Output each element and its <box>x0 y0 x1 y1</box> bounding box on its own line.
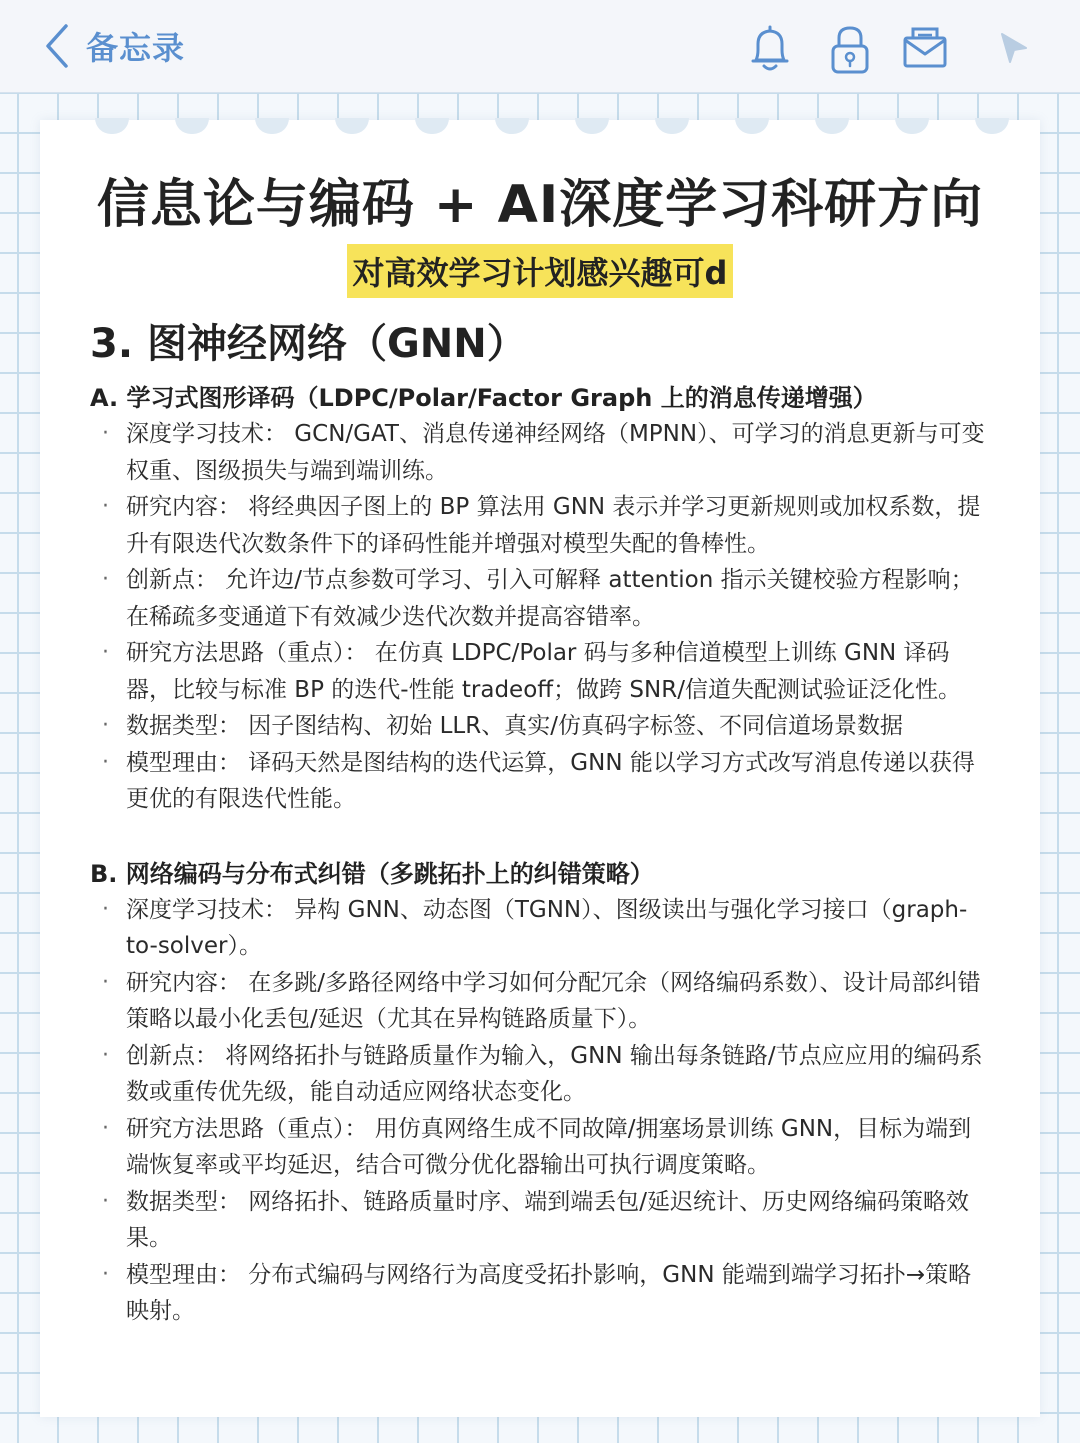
paper-holes <box>40 118 1040 134</box>
note-title: 信息论与编码 + AI深度学习科研方向 <box>96 175 984 235</box>
list-item: · 数据类型： 因子图结构、初始 LLR、真实/仿真码字标签、不同信道场景数据 <box>102 713 903 739</box>
list-item: · 研究内容： 在多跳/多路径网络中学习如何分配冗余（网络编码系数）、设计局部纠错策略以最小化丢包/延迟（尤其在异构链路质量下）。 <box>102 969 981 1032</box>
subtitle-wrap <box>40 244 1040 298</box>
chevron-left-icon <box>42 22 72 70</box>
list-item: · 创新点： 允许边/节点参数可学习、引入可解释 attention 指示关键校验方程影响；在稀疏多变通道下有效减少迭代次数并提高容错率。 <box>102 567 974 630</box>
mail-icon[interactable] <box>900 24 950 72</box>
top-bar <box>0 0 1080 93</box>
note-content <box>90 316 990 1330</box>
part-b-heading: B. 网络编码与分布式纠错（多跳拓扑上的纠错策略） <box>90 859 654 888</box>
list-item: · 数据类型： 网络拓扑、链路质量时序、端到端丢包/延迟统计、历史网络编码策略效果。 <box>102 1188 970 1251</box>
list-item: · 创新点： 将网络拓扑与链路质量作为输入，GNN 输出每条链路/节点应应用的编码系数或重传优先级，能自动适应网络状态变化。 <box>102 1042 983 1105</box>
list-item: · 研究内容： 将经典因子图上的 BP 算法用 GNN 表示并学习更新规则或加权系数，提升有限迭代次数条件下的译码性能并增强对模型失配的鲁棒性。 <box>102 494 981 557</box>
lock-icon[interactable] <box>828 24 872 76</box>
part-a-heading: A. 学习式图形译码（LDPC/Polar/Factor Graph 上的消息传递增强） <box>90 384 877 412</box>
note-subtitle: 对高效学习计划感兴趣可d <box>347 244 734 298</box>
send-icon[interactable] <box>998 30 1030 66</box>
list-item: · 研究方法思路（重点）： 在仿真 LDPC/Polar 码与多种信道模型上训练 GNN 译码器，比较与标准 BP 的迭代-性能 tradeoff；做跨 SNR/信道失配测试验证泛化性。 <box>102 640 961 703</box>
list-item: · 模型理由： 分布式编码与网络行为高度受拓扑影响，GNN 能端到端学习拓扑→策略映射。 <box>102 1261 972 1324</box>
part-a-list <box>90 416 990 818</box>
back-button[interactable] <box>42 22 185 70</box>
bell-icon[interactable] <box>748 24 792 74</box>
list-item: · 深度学习技术： 异构 GNN、动态图（TGNN）、图级读出与强化学习接口（graph-to-solver）。 <box>102 896 968 959</box>
part-b-list <box>90 892 990 1330</box>
section-title: 3. 图神经网络（GNN） <box>90 321 527 367</box>
back-label: 备忘录 <box>86 29 186 67</box>
list-item: · 研究方法思路（重点）： 用仿真网络生成不同故障/拥塞场景训练 GNN，目标为端到端恢复率或平均延迟，结合可微分优化器输出可执行调度策略。 <box>102 1115 972 1178</box>
note-paper <box>40 120 1040 1417</box>
list-item: · 模型理由： 译码天然是图结构的迭代运算，GNN 能以学习方式改写消息传递以获得更优的有限迭代性能。 <box>102 749 975 812</box>
list-item: · 深度学习技术： GCN/GAT、消息传递神经网络（MPNN）、可学习的消息更新与可变权重、图级损失与端到端训练。 <box>102 421 985 484</box>
